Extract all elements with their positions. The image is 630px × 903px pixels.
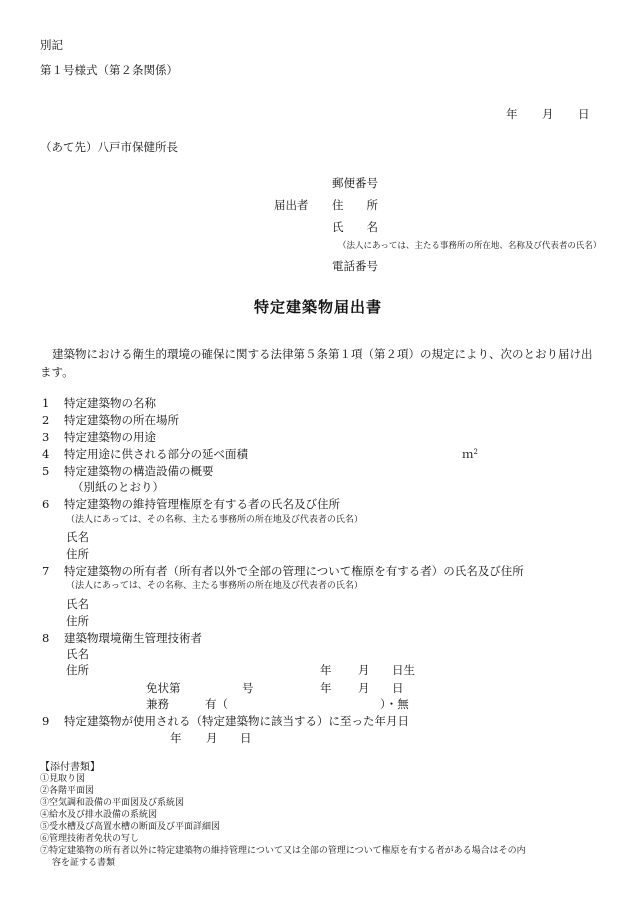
attachment-item: ⑥管理技術者免状の写し [40,834,140,844]
attachments-heading: 【添付書類】 [40,762,100,773]
intro-paragraph: 建築物における衛生的環境の確保に関する法律第５条第１項（第２項）の規定により、次のとおり届け出ます。 [40,347,593,379]
postal-code-label: 郵便番号 [332,176,378,190]
notifier-name-label: 氏 名 [332,220,378,234]
address-label: 住所 [66,547,89,561]
designation-year: 年 [170,731,182,745]
corporate-note: （法人にあっては、その名称、主たる事務所の所在地及び代表者の氏名） [66,581,363,591]
name-label: 氏名 [66,530,89,544]
appendix-label: 別記 [40,38,63,52]
item-number: 2 [42,413,50,427]
attachment-item: ⑦特定建築物の所有者以外に特定建築物の維持管理について又は全部の管理について権原を有する者がある場合はその内 [40,846,526,856]
name-label: 氏名 [66,597,89,611]
item-floor-area: 特定用途に供される部分の延べ面積 [64,447,248,461]
attachment-item: ②各階平面図 [40,786,95,796]
birth-day: 日生 [392,663,415,677]
see-attachment-note: （別紙のとおり） [72,480,164,494]
item-designation-date: 特定建築物が使用される（特定建築物に該当する）に至った年月日 [64,714,409,728]
address-label: 住所 [66,614,89,628]
license-day: 日 [392,681,404,695]
attachment-item: ⑤受水槽及び高置水槽の断面及び平面詳細図 [40,822,221,832]
attachment-item: ③空気調和設備の平面図及び系統図 [40,798,185,808]
item-number: 9 [42,714,50,728]
date-month: 月 [542,107,554,121]
item-number: 5 [42,464,50,478]
concurrent-yes: 有（ [205,697,228,711]
form-number: 第１号様式（第２条関係） [40,63,178,77]
item-number: 8 [42,631,50,645]
birth-month: 月 [358,663,370,677]
item-number: 4 [42,447,50,461]
phone-number-label: 電話番号 [332,259,378,273]
address-label: 住所 [66,663,89,677]
document-title: 特定建築物届出書 [254,298,383,316]
notifier-corporate-note: （法人にあっては、主たる事務所の所在地、名称及び代表者の氏名） [338,241,602,251]
date-day: 日 [578,107,590,121]
notifier-address-label: 住 所 [332,198,378,212]
item-maintenance-holder: 特定建築物の維持管理権原を有する者の氏名及び住所 [64,497,340,511]
item-sanitation-engineer: 建築物環境衛生管理技術者 [64,631,202,645]
designation-month: 月 [206,731,218,745]
birth-year: 年 [320,663,332,677]
addressee: （あて先）八戸市保健所長 [40,140,178,154]
license-year: 年 [320,681,332,695]
item-number: 1 [42,396,50,410]
item-building-location: 特定建築物の所在場所 [64,413,179,427]
item-number: 7 [42,564,50,578]
attachment-item: ④給水及び排水設備の系統図 [40,810,158,820]
item-number: 6 [42,497,50,511]
attachment-item-continued: 容を証する書類 [52,858,116,868]
date-year: 年 [506,107,518,121]
item-equipment-overview: 特定建築物の構造設備の概要 [64,464,214,478]
attachment-item: ①見取り図 [40,774,86,784]
name-label: 氏名 [66,647,89,661]
item-number: 3 [42,430,50,444]
corporate-note: （法人にあっては、その名称、主たる事務所の所在地及び代表者の氏名） [66,515,363,525]
notifier-role-label: 届出者 [274,198,309,212]
concurrent-no: ）・無 [380,697,409,711]
designation-day: 日 [240,731,252,745]
license-month: 月 [358,681,370,695]
concurrent-duty-label: 兼務 [146,697,169,711]
item-building-use: 特定建築物の用途 [64,430,156,444]
item-owner: 特定建築物の所有者（所有者以外で全部の管理について権原を有する者）の氏名及び住所 [64,564,524,578]
license-number-suffix: 号 [242,681,254,695]
area-unit: ｍ$^2$ [462,447,478,461]
license-label: 免状第 [146,681,181,695]
item-building-name: 特定建築物の名称 [64,396,156,410]
